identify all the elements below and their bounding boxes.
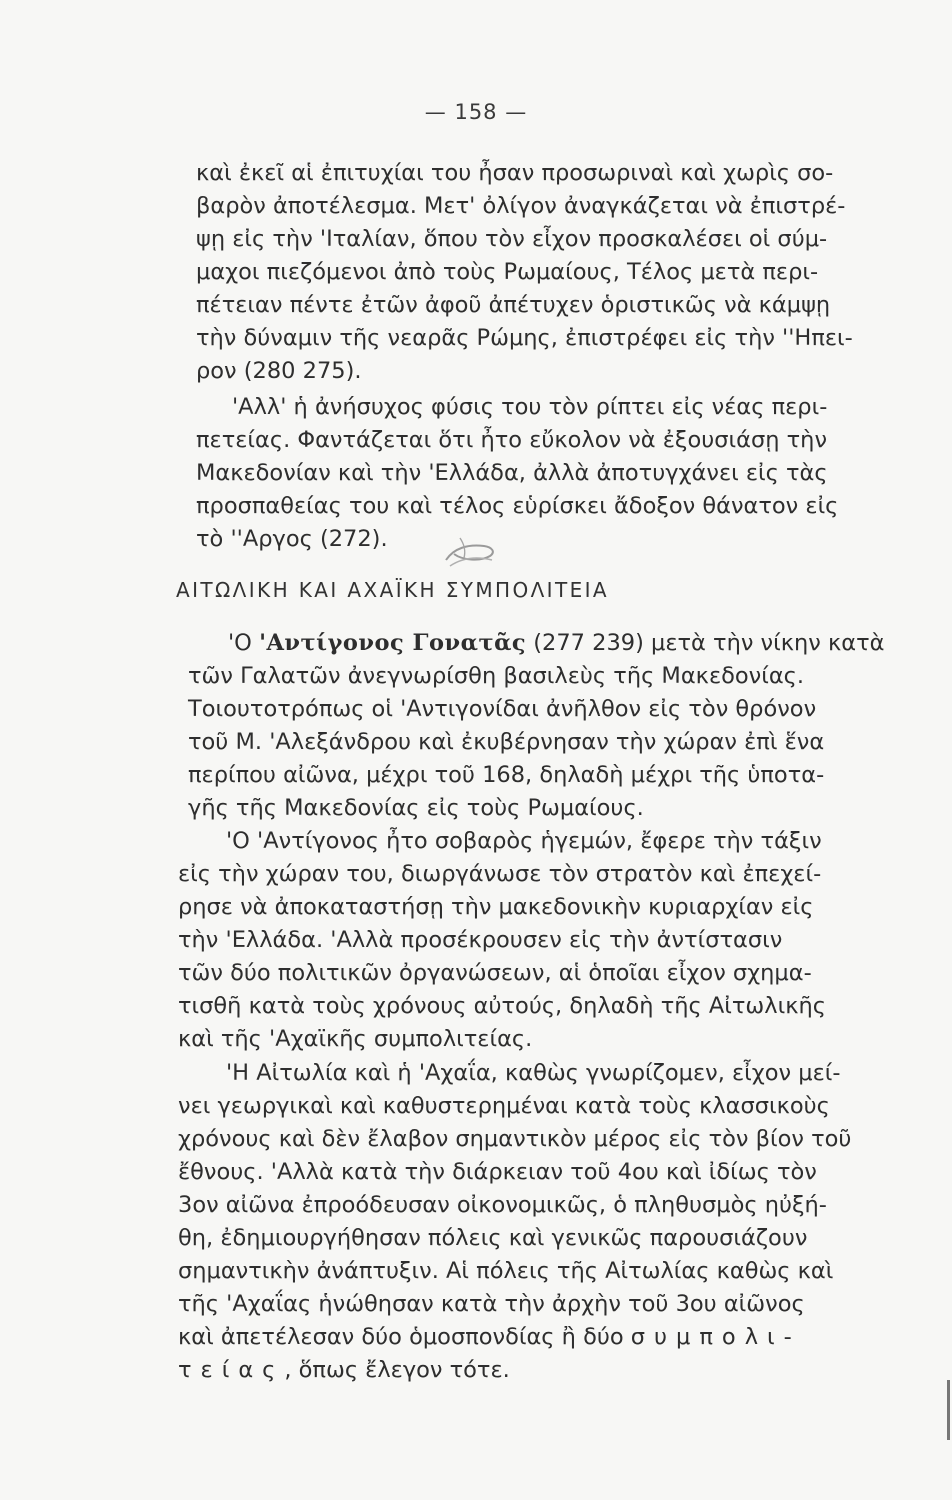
text-line: βαρὸν ἀποτέλεσμα. Μετ' ὀλίγον ἀναγκάζεται νὰ ἐπιστρέ- — [196, 193, 846, 219]
text-line: τοῦ Μ. 'Αλεξάνδρου καὶ ἐκυβέρνησαν τὴν χώραν ἐπὶ ἕνα — [188, 729, 825, 755]
text-line: 'Ο 'Αντίγονος ἦτο σοβαρὸς ἡγεμών, ἔφερε τὴν τάξιν — [226, 828, 822, 854]
text-line: σημαντικὴν ἀνάπτυξιν. Αἱ πόλεις τῆς Αἰτωλίας καθὼς καὶ — [178, 1258, 834, 1284]
text-line: καὶ ἐκεῖ αἱ ἐπιτυχίαι του ἦσαν προσωριναὶ καὶ χωρὶς σο- — [196, 160, 834, 186]
text-line: τῶν δύο πολιτικῶν ὀργανώσεων, αἱ ὁποῖαι εἶχον σχημα- — [178, 960, 812, 986]
text-line: γῆς τῆς Μακεδονίας εἰς τοὺς Ρωμαίους. — [188, 795, 644, 821]
text-line: τὴν δύναμιν τῆς νεαρᾶς Ρώμης, ἐπιστρέφει εἰς τὴν ''Ηπει- — [196, 325, 853, 351]
text-line: Τοιουτοτρόπως οἱ 'Αντιγονίδαι ἀνῆλθον εἰς τὸν θρόνον — [188, 696, 817, 722]
text-line: εἰς τὴν χώραν του, διωργάνωσε τὸν στρατὸν καὶ ἐπεχεί- — [178, 861, 822, 887]
text-line: τὴν 'Ελλάδα. 'Αλλὰ προσέκρουσεν εἰς τὴν ἀντίστασιν — [178, 927, 783, 953]
text-line: προσπαθείας του καὶ τέλος εὑρίσκει ἄδοξον θάνατον εἰς — [196, 493, 839, 519]
text-fragment: καὶ ἀπετέλεσαν δύο ὁμοσπονδίας ἢ δύο — [178, 1324, 631, 1350]
page-number: — 158 — — [424, 100, 528, 124]
text-line: θη, ἐδημιουργήθησαν πόλεις καὶ γενικῶς παρουσιάζουν — [178, 1225, 808, 1251]
text-line: νει γεωργικαὶ καὶ καθυστερημέναι κατὰ τοὺς κλασσικοὺς — [178, 1093, 830, 1119]
text-fragment: , ὅπως ἔλεγον τότε. — [284, 1357, 510, 1383]
text-line: χρόνους καὶ δὲν ἔλαβον σημαντικὸν μέρος εἰς τὸν βίον τοῦ — [178, 1126, 852, 1152]
text-line: πέτειαν πέντε ἐτῶν ἀφοῦ ἀπέτυχεν ὁριστικῶς νὰ κάμψῃ — [196, 292, 831, 318]
section-heading: ΑΙΤΩΛΙΚΗ ΚΑΙ ΑΧΑΪΚΗ ΣΥΜΠΟΛΙΤΕΙΑ — [176, 578, 610, 602]
text-line: τῆς 'Αχαΐας ἡνώθησαν κατὰ τὴν ἀρχὴν τοῦ 3ου αἰῶνος — [178, 1291, 805, 1317]
text-fragment: 'Ο — [228, 630, 260, 656]
text-line: τὸ ''Αργος (272). — [196, 526, 388, 552]
text-line: 'Η Αἰτωλία καὶ ἡ 'Αχαΐα, καθὼς γνωρίζομεν, εἶχον μεί- — [226, 1060, 841, 1086]
spaced-word: τείας — [178, 1357, 285, 1383]
spaced-word: συμπολι- — [630, 1324, 801, 1350]
text-line: καὶ τῆς 'Αχαϊκῆς συμπολιτείας. — [178, 1026, 533, 1052]
text-line: ρησε νὰ ἀποκαταστήσῃ τὴν μακεδονικὴν κυριαρχίαν εἰς — [178, 894, 814, 920]
bold-name: 'Αντίγονος Γονατᾶς — [259, 630, 527, 656]
text-line: πετείας. Φαντάζεται ὅτι ἦτο εὔκολον νὰ ἐξουσιάσῃ τὴν — [196, 427, 828, 453]
text-line: ἔθνους. 'Αλλὰ κατὰ τὴν διάρκειαν τοῦ 4ου καὶ ἰδίως τὸν — [178, 1159, 817, 1185]
text-line: τῶν Γαλατῶν ἀνεγνωρίσθη βασιλεὺς τῆς Μακεδονίας. — [188, 663, 805, 689]
text-line: Μακεδονίαν καὶ τὴν 'Ελλάδα, ἀλλὰ ἀποτυγχάνει εἰς τὰς — [196, 460, 828, 486]
text-line: μαχοι πιεζόμενοι ἀπὸ τοὺς Ρωμαίους, Τέλος μετὰ περι- — [196, 259, 819, 285]
text-line: περίπου αἰῶνα, μέχρι τοῦ 168, δηλαδὴ μέχρι τῆς ὑποτα- — [188, 762, 825, 788]
text-fragment: (277 239) μετὰ τὴν νίκην κατὰ — [526, 630, 885, 656]
margin-mark — [947, 1380, 950, 1440]
text-line: 3ον αἰῶνα ἐπροόδευσαν οἰκονομικῶς, ὁ πληθυσμὸς ηὐξή- — [178, 1192, 827, 1218]
text-line: 'Αλλ' ἡ ἀνήσυχος φύσις του τὸν ρίπτει εἰς νέας περι- — [232, 394, 828, 420]
text-line: τισθῆ κατὰ τοὺς χρόνους αὐτούς, δηλαδὴ τῆς Αἰτωλικῆς — [178, 993, 826, 1019]
ink-stamp-icon — [440, 530, 500, 574]
text-line — [178, 1322, 801, 1352]
text-line: ρον (280 275). — [196, 358, 362, 384]
text-line: ψῃ εἰς τὴν 'Ιταλίαν, ὅπου τὸν εἶχον προσκαλέσει οἱ σύμ- — [196, 226, 828, 252]
text-line — [178, 1355, 510, 1385]
text-line — [228, 628, 884, 658]
